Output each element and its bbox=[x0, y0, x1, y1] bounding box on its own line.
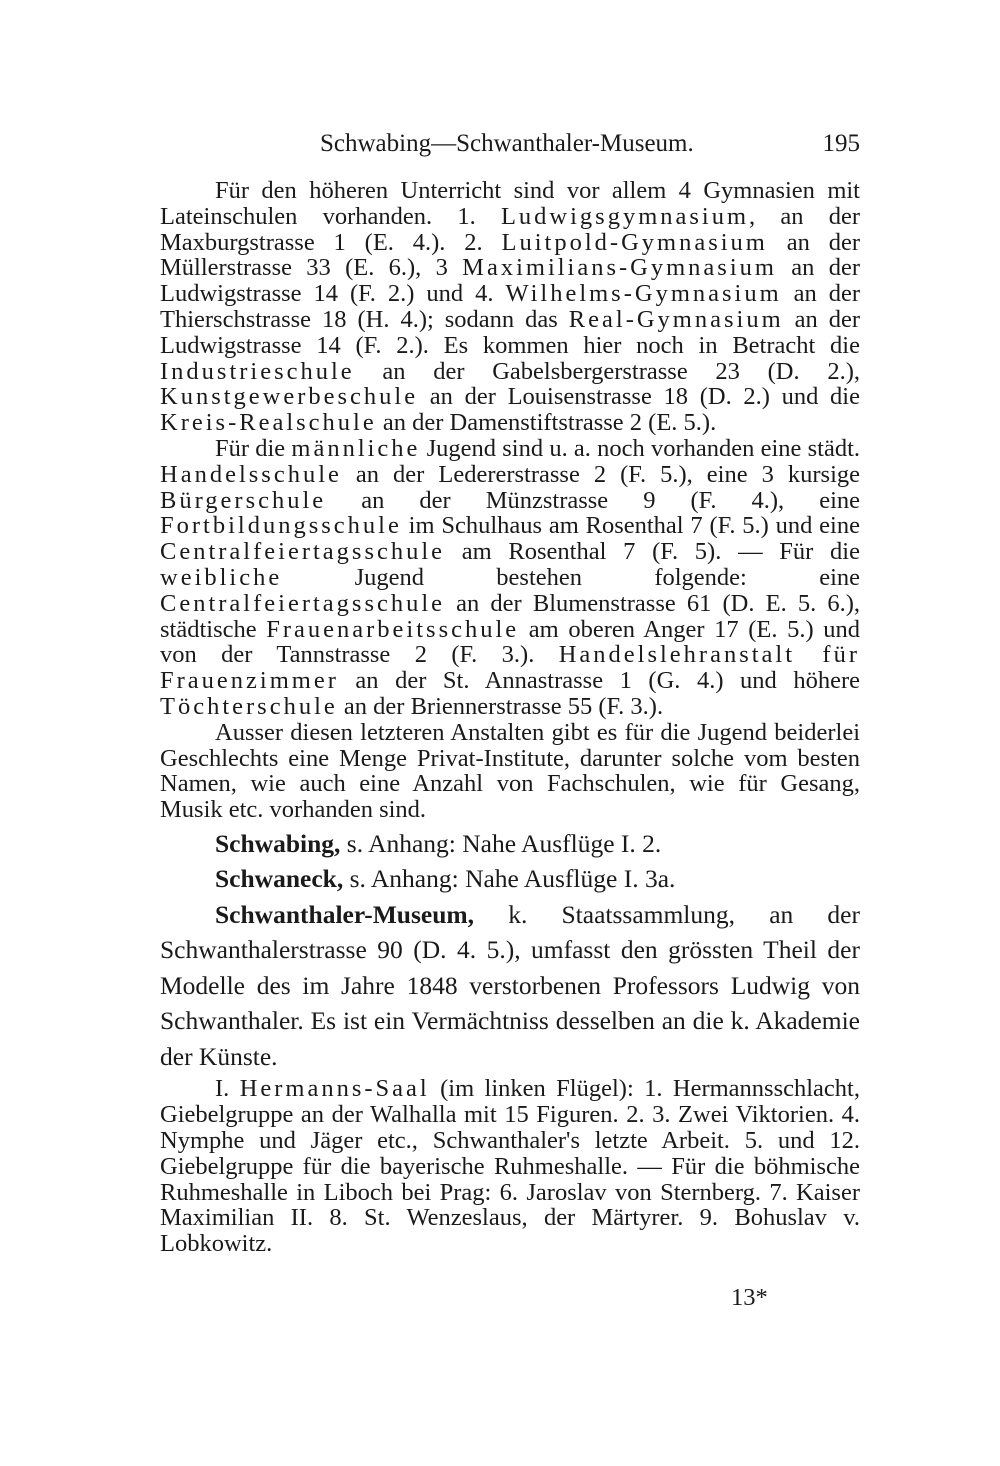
spaced-name: Real-Gymnasium bbox=[568, 305, 784, 333]
entry-text: k. Staatssammlung, an der Schwanthalerstrasse 90 (D. 4. 5.), umfasst den grössten Theil der Modelle des im Jahre 1848 verstorbenen Professors Ludwig von Schwanthaler. Es ist ein Vermächtniss desselben an die k. Akademie der Künste. bbox=[160, 899, 860, 1071]
spaced-name: Bürgerschule bbox=[160, 486, 327, 514]
text-run: an der Thierschstrasse 18 (H. 4.); sodann das bbox=[160, 280, 860, 333]
spaced-name: Luitpold-Gymnasium bbox=[501, 228, 768, 256]
spaced-name: Frauenarbeitsschule bbox=[266, 615, 520, 643]
text-run: an der Louisenstrasse 18 (D. 2.) und die bbox=[418, 383, 860, 411]
spaced-name: weibliche bbox=[160, 563, 283, 591]
text-run: an der Gabelsbergerstrasse 23 (D. 2.), bbox=[354, 357, 860, 385]
entry-text: s. Anhang: Nahe Ausflüge I. 3a. bbox=[343, 864, 676, 894]
spaced-name: Maximilians-Gymnasium bbox=[462, 254, 777, 282]
spaced-name: Wilhelms-Gymnasium bbox=[505, 280, 782, 308]
text-run: im Schulhaus am Rosenthal 7 (F. 5.) und eine bbox=[401, 512, 860, 540]
text-run: an der Ludwigstrasse 14 (F. 2.). Es kommen hier noch in Betracht die bbox=[160, 305, 860, 359]
spaced-name: Centralfeiertagsschule bbox=[160, 589, 446, 617]
spaced-name: Ludwigsgymnasium bbox=[500, 202, 750, 230]
entry-lemma: Schwanthaler-Museum, bbox=[215, 899, 475, 929]
spaced-name: Kunstgewerbeschule bbox=[160, 383, 419, 411]
running-head: Schwabing—Schwanthaler-Museum. bbox=[320, 130, 694, 157]
spaced-name: Fortbildungsschule bbox=[160, 512, 402, 540]
text-run: Für den höheren Unterricht sind vor allem 4 Gymnasien mit Lateinschulen vorhanden. 1. bbox=[160, 177, 860, 230]
entry-schwabing bbox=[160, 826, 860, 862]
spaced-name: Töchterschule bbox=[160, 692, 338, 720]
text-run: an der Müllerstrasse 33 (E. 6.), 3 bbox=[160, 228, 860, 282]
entry-schwanthaler-museum bbox=[160, 897, 860, 1075]
page-number: 195 bbox=[822, 130, 860, 157]
paragraph-hermanns-saal bbox=[160, 1076, 860, 1257]
spaced-name: Handelsschule bbox=[160, 460, 342, 488]
spaced-name: Hermanns-Saal bbox=[239, 1075, 430, 1103]
text-run: am oberen Anger 17 (E. 5.) und von der Tannstrasse 2 (F. 3.). bbox=[160, 615, 860, 669]
text-run: Jugend bestehen folgende: eine bbox=[282, 563, 860, 591]
text-run: an der Ludwigstrasse 14 (F. 2.) und 4. bbox=[160, 254, 860, 308]
text-run: Für die bbox=[215, 434, 292, 462]
text-run: (im linken Flügel): 1. Hermannsschlacht, Giebelgruppe an der Walhalla mit 15 Figuren. 2. 3. Zwei Viktorien. 4. Nymphe und Jäger etc., Schwanthaler's letzte Arbeit. 5. und 12. Giebelgruppe für die bayerische Ruhmeshalle. — Für die böhmische Ruhmeshalle in Liboch bei Prag: 6. Jaroslav von Sternberg. 7. Kaiser Maximilian II. 8. St. Wenzeslaus, der Märtyrer. 9. Bohuslav v. Lobkowitz. bbox=[160, 1075, 860, 1258]
paragraph-gymnasien bbox=[160, 178, 860, 436]
paragraph-jugend bbox=[160, 436, 860, 720]
page-header bbox=[160, 124, 860, 164]
page-body bbox=[160, 178, 860, 1257]
text-run: , an der Maxburgstrasse 1 (E. 4.). 2. bbox=[160, 202, 860, 256]
text-run: an der St. Annastrasse 1 (G. 4.) und höhere bbox=[338, 667, 860, 695]
spaced-name: Handelslehranstalt für Frauenzimmer bbox=[160, 641, 860, 695]
spaced-name: Centralfeiertagsschule bbox=[160, 538, 446, 566]
text-run: an der Briennerstrasse 55 (F. 3.). bbox=[337, 692, 664, 720]
text-run: am Rosenthal 7 (F. 5). — Für die bbox=[445, 538, 860, 566]
text-run: an der Ledererstrasse 2 (F. 5.), eine 3 kursige bbox=[341, 460, 860, 488]
entry-text: s. Anhang: Nahe Ausflüge I. 2. bbox=[340, 828, 662, 858]
text-run: Jugend sind u. a. noch vorhanden eine städt. bbox=[420, 434, 860, 462]
signature-mark: 13* bbox=[731, 1284, 768, 1311]
entry-schwaneck bbox=[160, 861, 860, 897]
spaced-name: Industrieschule bbox=[160, 357, 355, 385]
text-run: an der Münzstrasse 9 (F. 4.), eine bbox=[326, 486, 860, 514]
text-run: an der Damenstiftstrasse 2 (E. 5.). bbox=[376, 409, 717, 437]
paragraph-privat-institute: Ausser diesen letzteren Anstalten gibt es für die Jugend beiderlei Geschlechts eine Menge Privat-Institute, darunter solche vom besten Namen, wie auch eine Anzahl von Fachschulen, wie für Gesang, Musik etc. vorhanden sind. bbox=[160, 718, 860, 824]
entry-lemma: Schwaneck, bbox=[215, 864, 344, 894]
spaced-name: Kreis-Realschule bbox=[160, 409, 377, 437]
text-run: an der Blumenstrasse 61 (D. E. 5. 6.), städtische bbox=[160, 589, 860, 643]
spaced-name: männliche bbox=[291, 434, 421, 462]
text-run: I. bbox=[215, 1075, 240, 1103]
entry-lemma: Schwabing, bbox=[215, 828, 341, 858]
